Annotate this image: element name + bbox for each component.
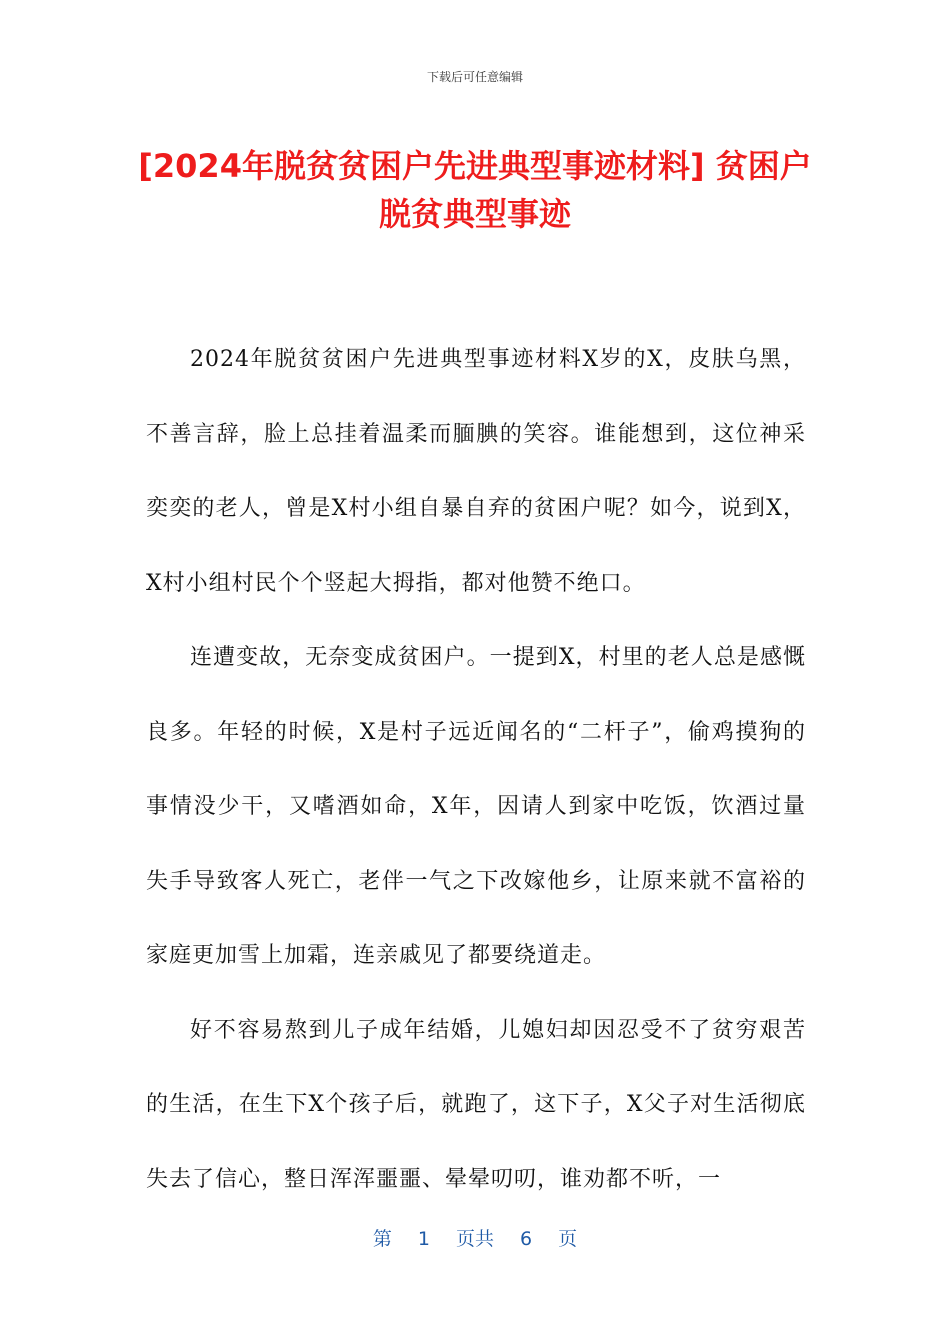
page-footer bbox=[0, 1224, 950, 1251]
paragraph: 连遭变故，无奈变成贫困户。一提到X，村里的老人总是感慨良多。年轻的时候，X是村子远近闻名的“二杆子”，偷鸡摸狗的事情没少干，又嗜酒如命，X年，因请人到家中吃饭，饮酒过量失手导致客人死亡，老伴一气之下改嫁他乡，让原来就不富裕的家庭更加雪上加霜，连亲戚见了都要绕道走。 bbox=[146, 645, 806, 968]
footer-middle: 页共 bbox=[455, 1228, 494, 1250]
header-note: 下载后可任意编辑 bbox=[426, 70, 523, 84]
document-title: [2024年脱贫贫困户先进典型事迹材料] 贫困户脱贫典型事迹 bbox=[138, 147, 812, 233]
paragraph: 2024年脱贫贫困户先进典型事迹材料X岁的X，皮肤乌黑，不善言辞，脸上总挂着温柔而腼腆的笑容。谁能想到，这位神采奕奕的老人，曾是X村小组自暴自弃的贫困户呢？如今，说到X，X村小组村民个个竖起大拇指，都对他赞不绝口。 bbox=[146, 347, 806, 596]
document-body bbox=[146, 323, 806, 1217]
footer-prefix: 第 bbox=[372, 1228, 392, 1250]
paragraph: 好不容易熬到儿子成年结婚，儿媳妇却因忍受不了贫穷艰苦的生活，在生下X个孩子后，就跑了，这下子，X父子对生活彻底失去了信心，整日浑浑噩噩、晕晕叨叨，谁劝都不听，一 bbox=[146, 1017, 806, 1192]
footer-page-total: 6 bbox=[520, 1228, 533, 1250]
footer-suffix: 页 bbox=[558, 1228, 578, 1250]
footer-page-number: 1 bbox=[417, 1228, 430, 1250]
